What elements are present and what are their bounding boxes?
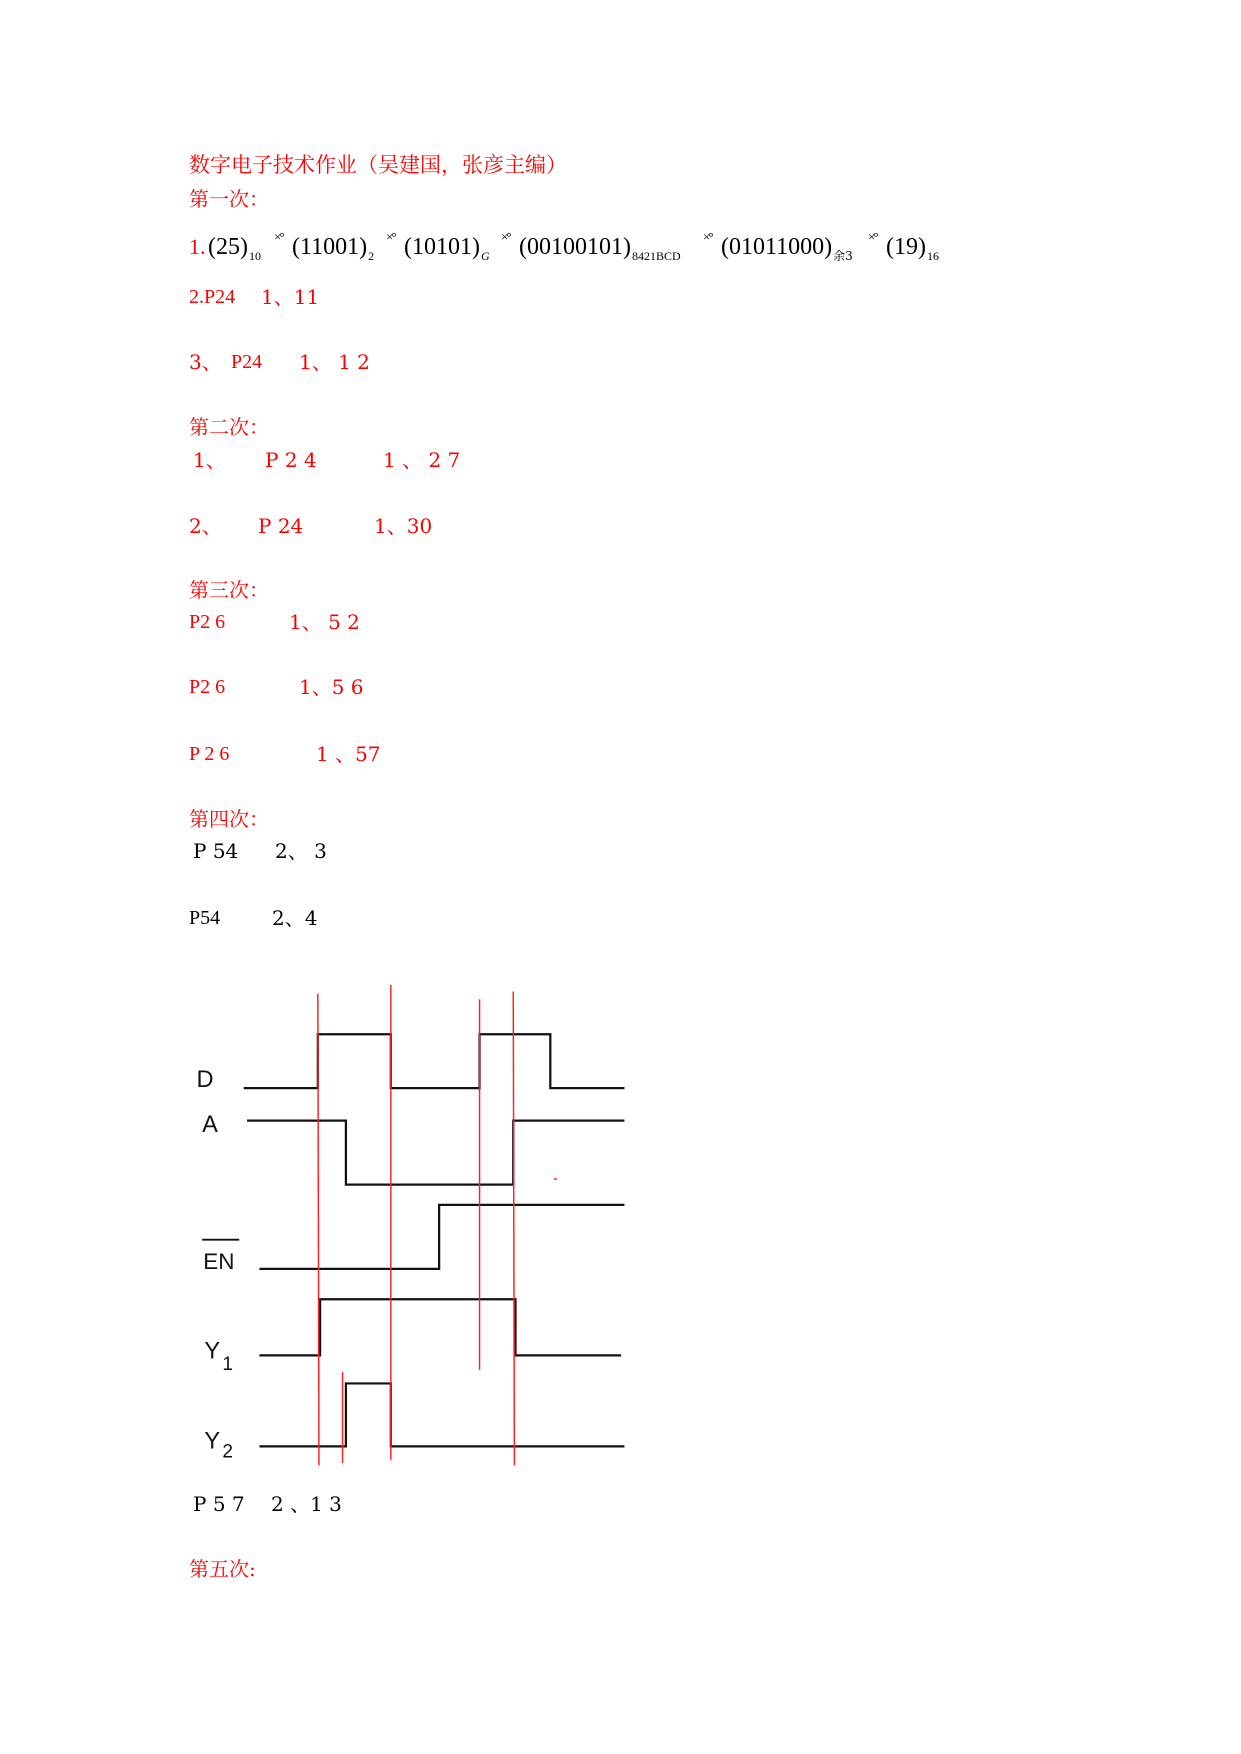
number-term — [519, 234, 681, 263]
number-term — [292, 234, 375, 263]
section-5-heading-row — [0, 1559, 1241, 1587]
equivalence-symbol: ×° — [386, 229, 395, 244]
term-value: (25) — [208, 234, 248, 260]
section-3-item-2 — [0, 677, 1241, 705]
term-base: 2 — [368, 249, 375, 263]
number-term — [721, 234, 853, 263]
waveform-d — [244, 1034, 625, 1088]
section-1-heading-row — [0, 189, 1241, 217]
signal-label-y1: Y — [204, 1337, 221, 1364]
red-reference-line — [513, 992, 514, 1466]
section-4-heading: 第四次： — [189, 807, 269, 831]
page-ref: 2.P24 — [189, 286, 236, 308]
section-3-item-1 — [0, 612, 1241, 640]
exercise-ref: 1、5 6 — [299, 675, 364, 699]
term-base: G — [480, 249, 490, 263]
page-ref: P 54 — [193, 839, 239, 863]
red-reference-line — [318, 994, 319, 1466]
equivalence-symbol: ×° — [703, 229, 712, 244]
section-4-heading-row — [0, 809, 1241, 837]
term-base: 余3 — [833, 249, 853, 263]
page-ref: P 2 6 — [189, 743, 230, 765]
signal-label-y1-subscript: 1 — [222, 1353, 233, 1375]
page-ref: P54 — [189, 907, 221, 929]
waveform-en — [259, 1205, 624, 1269]
waveform-a — [247, 1121, 624, 1185]
exercise-ref: 1、 1 2 — [299, 350, 370, 374]
signal-label-y2: Y — [204, 1427, 221, 1454]
equivalence-symbol: ×° — [868, 229, 877, 244]
section-4-item-2 — [0, 908, 1241, 936]
section-5-heading: 第五次: — [189, 1557, 256, 1581]
signal-label-en: EN — [203, 1248, 235, 1274]
term-value: (11001) — [292, 234, 368, 260]
page-ref: P 24 — [258, 514, 304, 538]
item-number: 1、 — [193, 448, 226, 472]
waveform-y2 — [259, 1383, 624, 1446]
section-2-item-2 — [0, 516, 1241, 544]
item-number: 3、 — [189, 350, 222, 374]
term-base: 10 — [248, 249, 261, 263]
waveform-y1 — [259, 1299, 621, 1355]
exercise-ref: 1 、57 — [316, 742, 381, 766]
document-title: 数字电子技术作业（吴建国，张彦主编） — [189, 153, 567, 177]
section-3-heading-row — [0, 580, 1241, 608]
term-base: 16 — [926, 249, 939, 263]
page-ref: P2 6 — [189, 611, 226, 633]
signal-label-a: A — [202, 1110, 218, 1137]
item-number: 1. — [189, 234, 206, 259]
section-4-item-1 — [0, 841, 1241, 869]
number-term — [886, 234, 939, 263]
term-value: (01011000) — [721, 234, 833, 260]
term-value: (00100101) — [519, 234, 631, 260]
exercise-ref: 2、4 — [272, 906, 318, 930]
exercise-ref: 2、 3 — [275, 839, 327, 863]
section-1-item-3 — [0, 352, 1241, 380]
signal-label-d: D — [196, 1065, 214, 1092]
page-ref: P 2 4 — [265, 448, 317, 472]
exercise-ref: 1、11 — [261, 285, 320, 309]
page-ref: P2 6 — [189, 676, 226, 698]
section-1-item-2 — [0, 287, 1241, 315]
section-2-heading: 第二次： — [189, 415, 269, 439]
section-2-heading-row — [0, 417, 1241, 445]
number-term — [208, 234, 261, 263]
section-1-item-1 — [0, 229, 1241, 268]
term-base: 8421BCD — [631, 249, 681, 263]
title-row — [0, 155, 1241, 183]
page-ref: P 5 7 — [193, 1492, 245, 1516]
equivalence-symbol: ×° — [501, 229, 510, 244]
section-1-heading: 第一次： — [189, 187, 269, 211]
exercise-ref: 2 、1 3 — [271, 1492, 342, 1516]
page-ref: P24 — [231, 351, 263, 373]
exercise-ref: 1、 5 2 — [289, 610, 360, 634]
term-value: (19) — [886, 234, 926, 260]
section-3-heading: 第三次： — [189, 578, 269, 602]
section-3-item-3 — [0, 744, 1241, 772]
number-term — [404, 234, 490, 263]
section-2-item-1 — [0, 450, 1241, 478]
equivalence-symbol: ×° — [274, 229, 283, 244]
exercise-ref: 1、30 — [374, 514, 433, 538]
section-4-item-3 — [0, 1494, 1241, 1522]
item-number: 2、 — [189, 514, 222, 538]
exercise-ref: 1 、 2 7 — [383, 448, 461, 472]
signal-label-y2-subscript: 2 — [222, 1441, 233, 1463]
term-value: (10101) — [404, 234, 480, 260]
